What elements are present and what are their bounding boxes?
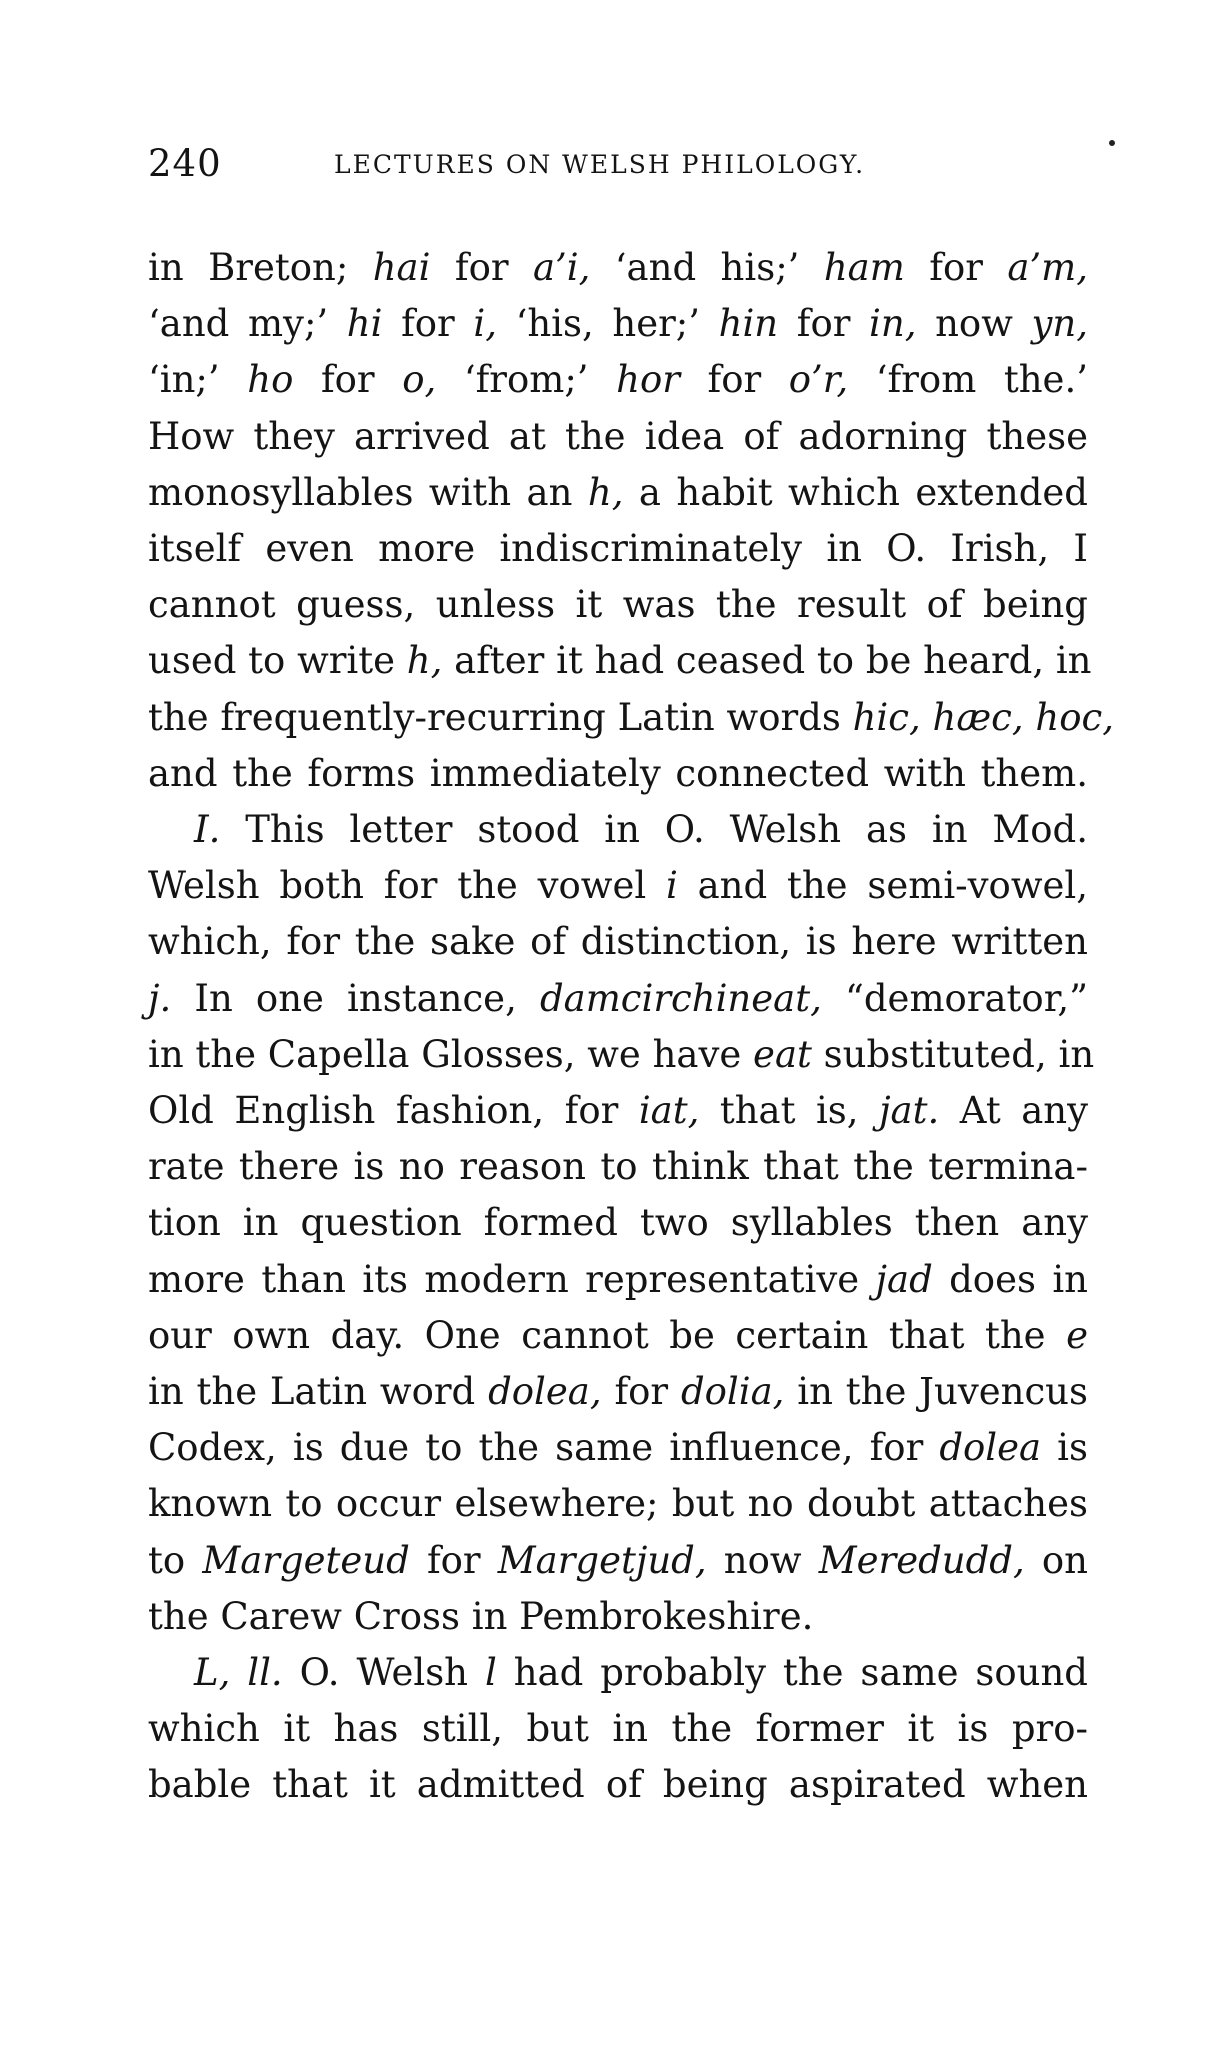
text-line: [148, 577, 1088, 633]
text-run: monosyllables with an: [148, 470, 588, 514]
text-run: [1024, 696, 1036, 739]
italic-term: damcirchineat,: [539, 976, 822, 1020]
running-head: LECTURES ON WELSH PHILOLOGY.: [334, 150, 866, 179]
text-line: [148, 1533, 1088, 1589]
italic-term: j.: [148, 976, 172, 1020]
text-run: for: [679, 358, 789, 402]
text-line: [194, 802, 1088, 858]
text-run: in the Capella Glosses, we have: [148, 1032, 754, 1076]
text-run: on: [1024, 1538, 1088, 1582]
text-run: for: [430, 246, 533, 289]
text-run: ‘from the.’: [848, 358, 1088, 402]
text-line: [148, 690, 1114, 746]
text-line: [148, 465, 1088, 521]
text-line: [148, 1027, 1095, 1083]
italic-term: hor: [616, 358, 680, 402]
text-run: ‘and his;’: [590, 246, 824, 289]
text-run: and the forms immediately connected with them.: [148, 751, 1088, 795]
italic-term: o’r,: [788, 358, 849, 402]
text-run: for: [778, 302, 870, 346]
italic-term: dolea: [939, 1426, 1042, 1470]
text-run: rate there is no reason to think that the termina-: [148, 1145, 1088, 1189]
text-run: Welsh both for the vowel: [148, 864, 666, 908]
text-run: a habit which extended: [623, 470, 1088, 514]
text-run: is: [1041, 1426, 1088, 1470]
text-run: bable that it admitted of being aspirated when: [148, 1763, 1088, 1807]
text-line: [148, 1701, 1088, 1757]
italic-term: Margetjud,: [497, 1538, 707, 1582]
text-line: [148, 1308, 1088, 1364]
text-run: for: [293, 358, 403, 402]
text-line: [148, 1083, 1088, 1139]
italic-term: eat: [753, 1032, 812, 1076]
text-run: for: [601, 1370, 681, 1413]
text-line: [148, 914, 1088, 970]
italic-term: hi: [346, 302, 383, 346]
text-line: [148, 1420, 1088, 1476]
text-line: [148, 1195, 1088, 1251]
text-line: [148, 858, 1088, 914]
text-line: [148, 633, 1092, 689]
italic-term: jat.: [879, 1089, 940, 1132]
text-run: now: [916, 302, 1032, 346]
text-run: which, for the sake of distinction, is here written: [148, 920, 1088, 964]
text-line: [148, 1757, 1088, 1813]
text-run: for: [409, 1538, 498, 1582]
text-run: our own day. One cannot be certain that the: [148, 1313, 1067, 1357]
italic-term: dolea,: [488, 1370, 602, 1413]
italic-term: e: [1066, 1313, 1088, 1357]
text-line: [148, 971, 1088, 1027]
text-run: ‘and my;’: [148, 302, 347, 346]
text-run: more than its modern representative: [148, 1257, 876, 1301]
text-run: In one instance,: [171, 976, 540, 1020]
print-speck: [1109, 140, 1115, 146]
text-run: for: [382, 302, 474, 346]
text-run: O. Welsh: [282, 1651, 485, 1694]
text-line: [148, 1476, 1088, 1532]
italic-term: hic,: [852, 695, 921, 739]
text-run: used to write: [148, 639, 407, 683]
italic-term: L, ll.: [194, 1651, 283, 1694]
text-line: [148, 240, 1088, 296]
italic-term: o,: [402, 358, 437, 402]
text-line: [148, 296, 1088, 352]
text-run: “demorator,”: [821, 976, 1088, 1020]
text-line: [148, 352, 1088, 408]
italic-term: hæc,: [932, 695, 1024, 739]
italic-term: ho: [247, 358, 294, 402]
text-line: [148, 1589, 1088, 1645]
text-run: the Carew Cross in Pembrokeshire.: [148, 1594, 814, 1638]
italic-term: i: [665, 864, 678, 908]
italic-term: jad: [875, 1257, 933, 1301]
text-run: had probably the same sound: [496, 1651, 1088, 1694]
text-run: now: [706, 1538, 819, 1582]
page-header: [148, 142, 948, 192]
italic-term: ham: [823, 246, 905, 289]
text-run: in Breton;: [148, 246, 373, 289]
italic-term: hoc,: [1035, 695, 1114, 739]
text-run: and the semi-vowel,: [677, 864, 1088, 908]
text-run: At any: [939, 1089, 1088, 1132]
text-run: after it had ceased to be heard, in: [442, 639, 1092, 683]
text-run: Old English fashion, for: [148, 1089, 639, 1132]
italic-term: i,: [473, 302, 497, 346]
text-line: [148, 521, 1088, 577]
italic-term: hai: [372, 246, 431, 289]
text-run: which it has still, but in the former it is pro-: [148, 1707, 1088, 1751]
italic-term: yn,: [1031, 302, 1088, 346]
text-line: [148, 1252, 1088, 1308]
text-line: [148, 1364, 1088, 1420]
italic-term: in,: [869, 302, 917, 346]
text-run: cannot guess, unless it was the result of being: [148, 583, 1088, 627]
text-run: ‘from;’: [436, 358, 617, 402]
italic-term: Margeteud: [202, 1538, 410, 1582]
text-run: the frequently-recurring Latin words: [148, 695, 853, 739]
text-run: in the Latin word: [148, 1370, 489, 1413]
text-line: [148, 1139, 1088, 1195]
italic-term: h,: [587, 470, 624, 514]
italic-term: I.: [194, 808, 221, 851]
italic-term: dolia,: [680, 1370, 785, 1413]
text-run: itself even more indiscriminately in O. Irish, I: [148, 527, 1088, 570]
italic-term: l: [484, 1651, 497, 1694]
italic-term: a’i,: [532, 246, 591, 289]
text-run: tion in question formed two syllables then any: [148, 1201, 1088, 1245]
text-run: substituted, in: [811, 1032, 1095, 1076]
text-run: Codex, is due to the same influence, for: [148, 1426, 940, 1470]
italic-term: iat,: [638, 1089, 700, 1132]
italic-term: a’m,: [1007, 246, 1088, 289]
text-run: that is,: [699, 1089, 880, 1132]
text-run: [921, 696, 933, 739]
text-run: does in: [932, 1257, 1088, 1301]
page-number: 240: [148, 142, 222, 185]
italic-term: Meredudd,: [818, 1538, 1025, 1582]
text-line: [148, 746, 1088, 802]
text-run: This letter stood in O. Welsh as in Mod.: [220, 808, 1088, 851]
italic-term: hin: [718, 302, 779, 346]
text-run: How they arrived at the idea of adorning these: [148, 414, 1088, 458]
text-line: [194, 1645, 1088, 1701]
text-run: to: [148, 1538, 203, 1582]
text-run: for: [904, 246, 1008, 289]
text-run: ‘his, her;’: [496, 302, 719, 346]
text-run: in the Juvencus: [784, 1370, 1089, 1413]
italic-term: h,: [406, 639, 443, 683]
text-run: ‘in;’: [148, 358, 248, 402]
text-run: known to occur elsewhere; but no doubt attaches: [148, 1482, 1088, 1526]
text-line: [148, 409, 1088, 465]
